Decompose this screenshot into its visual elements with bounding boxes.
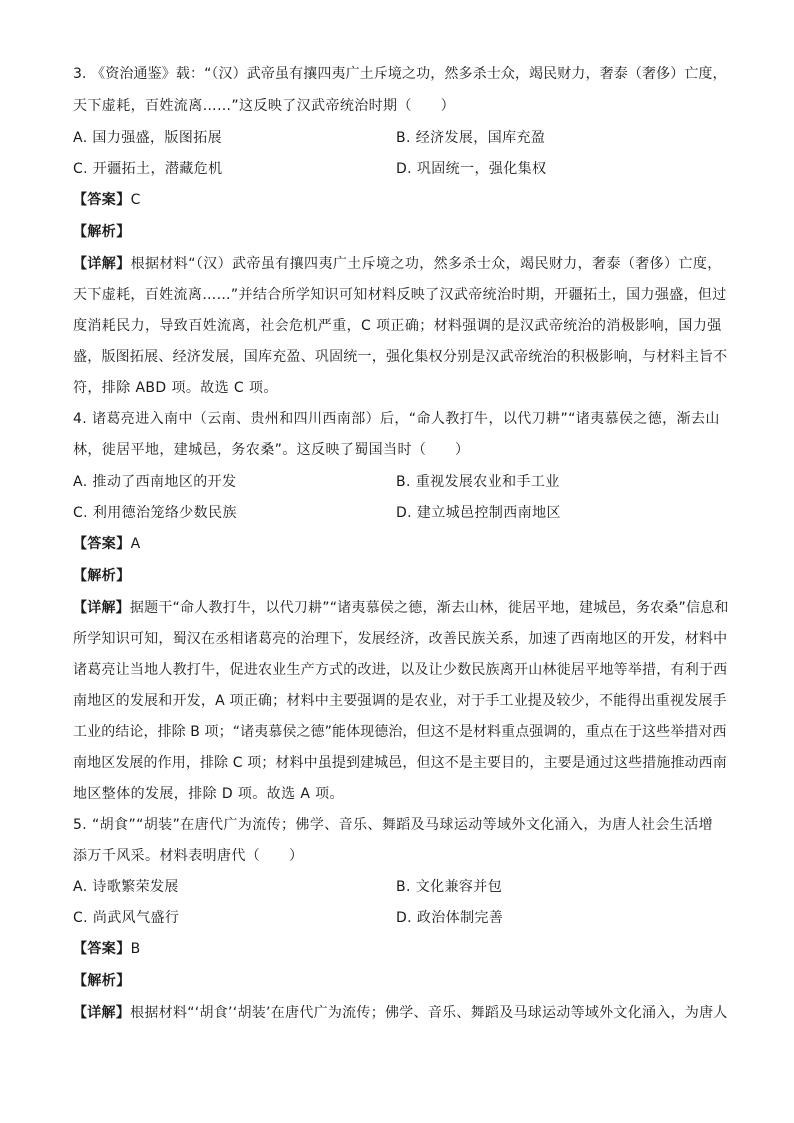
q4-detail-line-4: 南地区的发展和开发，A 项正确；材料中主要强调的是农业，对于手工业提及较少，不能得出重视发展手 xyxy=(73,693,727,709)
q4-option-b: B. 重视发展农业和手工业 xyxy=(396,474,560,490)
q4-stem-line-2: 林，徙居平地，建城邑，务农桑”。这反映了蜀国当时（ ） xyxy=(73,442,470,458)
q5-option-d: D. 政治体制完善 xyxy=(396,910,504,926)
q5-analysis-tag: 【解析】 xyxy=(73,973,131,989)
q4-option-a: A. 推动了西南地区的开发 xyxy=(73,474,237,490)
q4-answer-value: A xyxy=(130,536,141,552)
q5-stem-line-1: 5. “胡食”“胡装”在唐代广为流传；佛学、音乐、舞蹈及马球运动等域外文化涌入，为唐人社会生活增 xyxy=(73,817,714,833)
q3-detail-line-4: 盛，版图拓展、经济发展，国库充盈、巩固统一，强化集权分别是汉武帝统治的积极影响，与材料主旨不 xyxy=(73,349,728,365)
q3-answer-value: C xyxy=(130,192,141,208)
q5-detail-text-1: 根据材料“‘胡食’‘胡装’在唐代广为流传；佛学、音乐、舞蹈及马球运动等域外文化涌入，为唐人 xyxy=(130,1005,728,1021)
q4-option-d: D. 建立城邑控制西南地区 xyxy=(396,505,561,521)
q4-stem-line-1: 4. 诸葛亮进入南中（云南、贵州和四川西南部）后，“命人教打牛，以代刀耕”“诸夷慕侯之德，渐去山 xyxy=(73,411,720,427)
q4-detail-line-5: 工业的结论，排除 B 项；“诸夷慕侯之德”能体现德治，但这不是材料重点强调的，重点在于这些举措对西 xyxy=(73,724,727,740)
q3-detail-line-1 xyxy=(73,254,722,274)
q3-stem-line-2: 天下虚耗，百姓流离……”这反映了汉武帝统治时期（ ） xyxy=(73,98,456,114)
q3-option-c: C. 开疆拓土，潜藏危机 xyxy=(73,161,223,177)
q5-option-b: B. 文化兼容并包 xyxy=(396,879,503,895)
q3-detail-tag: 【详解】 xyxy=(73,256,131,272)
q3-option-d: D. 巩固统一，强化集权 xyxy=(396,161,547,177)
q5-answer xyxy=(73,939,141,959)
q4-analysis-tag: 【解析】 xyxy=(73,568,131,584)
q3-option-a: A. 国力强盛，版图拓展 xyxy=(73,130,223,146)
q5-option-c: C. 尚武风气盛行 xyxy=(73,910,180,926)
q4-option-c: C. 利用德治笼络少数民族 xyxy=(73,505,237,521)
q5-detail-tag: 【详解】 xyxy=(73,1005,131,1021)
q3-answer-tag: 【答案】 xyxy=(73,192,131,208)
q5-option-a: A. 诗歌繁荣发展 xyxy=(73,879,179,895)
q4-detail-line-6: 南地区发展的作用，排除 C 项；材料中虽提到建城邑，但这不是主要目的，主要是通过这些措施推动西南 xyxy=(73,755,727,771)
q3-detail-line-5: 符，排除 ABD 项。故选 C 项。 xyxy=(73,380,278,396)
q3-analysis-tag: 【解析】 xyxy=(73,224,131,240)
q4-detail-line-2: 所学知识可知，蜀汉在丞相诸葛亮的治理下，发展经济，改善民族关系，加速了西南地区的开发，材料中 xyxy=(73,631,728,647)
q3-answer xyxy=(73,190,141,210)
q5-stem-line-2: 添万千风采。材料表明唐代（ ） xyxy=(73,848,304,864)
q3-detail-line-3: 度消耗民力，导致百姓流离，社会危机严重，C 项正确；材料强调的是汉武帝统治的消极影响，国力强 xyxy=(73,318,722,334)
q5-detail-line-1 xyxy=(73,1003,728,1023)
q5-answer-tag: 【答案】 xyxy=(73,941,131,957)
q4-answer xyxy=(73,534,141,554)
q4-detail-tag: 【详解】 xyxy=(73,600,130,616)
q5-answer-value: B xyxy=(130,941,141,957)
q4-detail-line-1 xyxy=(73,598,729,618)
q3-detail-text-1: 根据材料“（汉）武帝虽有攘四夷广土斥境之功，然多杀士众，竭民财力，奢泰（奢侈）亡度， xyxy=(130,256,722,272)
q4-detail-text-1: 据题干“命人教打牛，以代刀耕”“诸夷慕侯之德，渐去山林，徙居平地，建城邑，务农桑”信息和 xyxy=(129,600,729,616)
q4-answer-tag: 【答案】 xyxy=(73,536,131,552)
q4-detail-line-7: 地区整体的发展，排除 D 项。故选 A 项。 xyxy=(73,786,344,802)
q4-detail-line-3: 诸葛亮让当地人教打牛，促进农业生产方式的改进，以及让少数民族离开山林徙居平地等举措，有利于西 xyxy=(73,662,728,678)
q3-option-b: B. 经济发展，国库充盈 xyxy=(396,130,546,146)
q3-detail-line-2: 天下虚耗，百姓流离……”并结合所学知识可知材料反映了汉武帝统治时期，开疆拓土，国力强盛，但过 xyxy=(73,287,727,303)
q3-stem-line-1: 3. 《资治通鉴》载：“（汉）武帝虽有攘四夷广土斥境之功，然多杀士众，竭民财力，奢泰（奢侈）亡度， xyxy=(73,66,727,82)
